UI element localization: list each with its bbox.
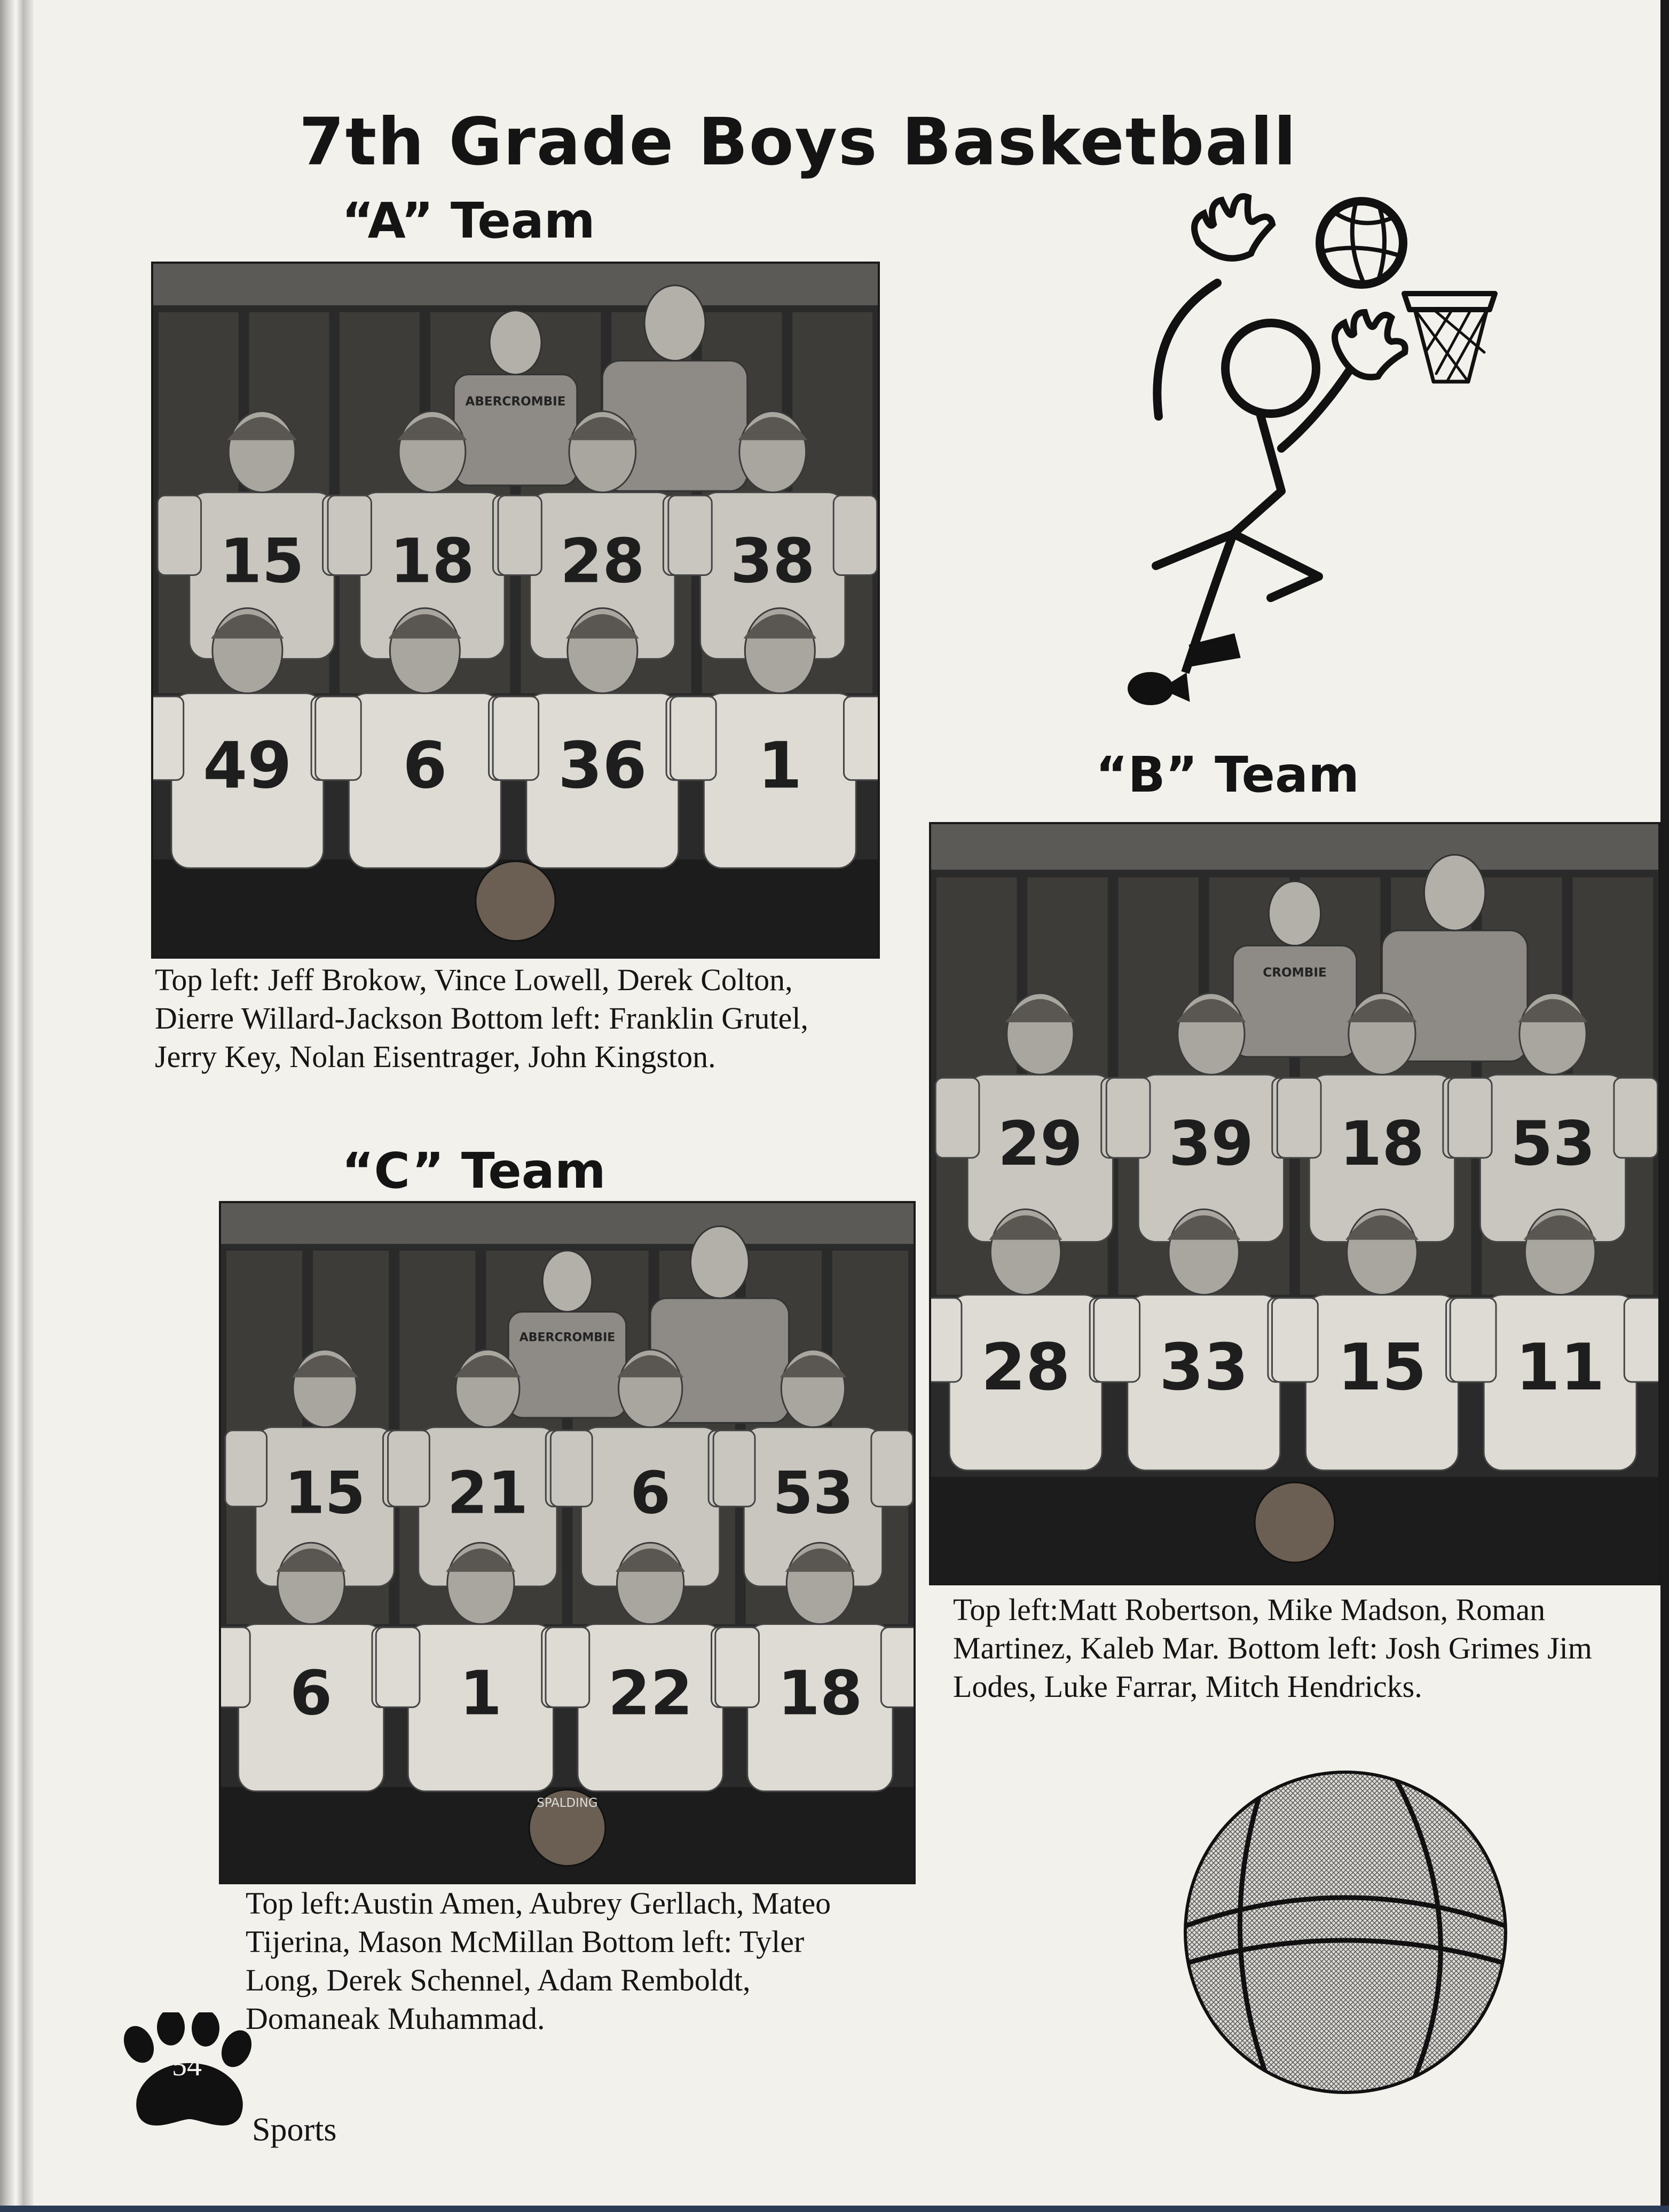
ball-lettering: SPALDING — [537, 1796, 598, 1811]
c-team-photo — [219, 1201, 916, 1884]
jersey-number: 28 — [981, 1330, 1070, 1405]
jersey-number: 6 — [403, 729, 447, 803]
page-title: 7th Grade Boys Basketball — [299, 104, 1297, 180]
jersey-number: 21 — [447, 1459, 529, 1527]
section-label: Sports — [252, 2112, 337, 2148]
basketball — [1255, 1482, 1335, 1562]
jersey-number: 53 — [1510, 1108, 1596, 1180]
jersey-number: 15 — [1337, 1330, 1427, 1405]
jersey-number: 6 — [630, 1459, 671, 1527]
jersey-number: 49 — [203, 729, 292, 803]
c-team-caption: Top left:Austin Amen, Aubrey Gerllach, Mateo Tijerina, Mason McMillan Bottom left: Tyler Long, Derek Schennel, Adam Remboldt, Domaneak Muhammad. — [246, 1886, 831, 2036]
jersey-number: 39 — [1168, 1108, 1254, 1180]
a-team-caption: Top left: Jeff Brokow, Vince Lowell, Derek Colton, Dierre Willard-Jackson Bottom left: Franklin Grutel, Jerry Key, Nolan Eisentrager, John Kingston. — [155, 962, 808, 1074]
b-team-caption: Top left:Matt Robertson, Mike Madson, Roman Martinez, Kaleb Mar. Bottom left: Josh Grimes Jim Lodes, Luke Farrar, Mitch Hendricks. — [953, 1592, 1592, 1704]
jersey-number: 15 — [284, 1459, 366, 1527]
jersey-number: 36 — [558, 729, 647, 803]
a-team-photo — [151, 262, 880, 959]
jersey-number: 18 — [390, 525, 475, 597]
jersey-number: 1 — [758, 729, 802, 803]
jersey-number: 11 — [1515, 1330, 1605, 1405]
page-edge — [1660, 0, 1669, 2212]
jersey-number: 22 — [608, 1657, 693, 1729]
jersey-number: 15 — [219, 525, 304, 597]
basketball — [476, 862, 555, 941]
b-team-heading: “B” Team — [1096, 746, 1359, 803]
jersey-number: 38 — [730, 525, 815, 597]
jersey-number: 29 — [997, 1108, 1083, 1180]
jersey-number: 33 — [1159, 1330, 1249, 1405]
jersey-number: 28 — [560, 525, 645, 597]
shirt-lettering: CROMBIE — [1263, 966, 1327, 980]
b-team-photo — [929, 822, 1660, 1585]
page-edge-bottom — [0, 2206, 1669, 2212]
basketball-icon — [1180, 1767, 1511, 2098]
page-binding — [0, 0, 33, 2212]
shirt-lettering: ABERCROMBIE — [465, 394, 566, 409]
page-number: 54 — [172, 2049, 202, 2082]
jersey-number: 6 — [289, 1657, 333, 1729]
jersey-number: 18 — [777, 1657, 863, 1729]
a-team-heading: “A” Team — [342, 192, 595, 249]
c-team-heading: “C” Team — [342, 1142, 606, 1199]
basketball-stick-figure-icon — [1127, 192, 1511, 737]
jersey-number: 1 — [459, 1657, 502, 1729]
jersey-number: 53 — [773, 1459, 854, 1527]
jersey-number: 18 — [1339, 1108, 1425, 1180]
shirt-lettering: ABERCROMBIE — [519, 1331, 616, 1345]
